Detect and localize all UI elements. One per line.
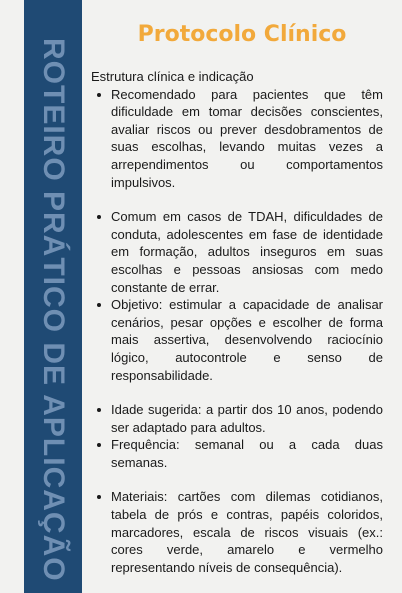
content-body bbox=[91, 68, 383, 576]
sidebar-band bbox=[24, 0, 82, 593]
page-title: Protocolo Clínico bbox=[137, 22, 347, 47]
list-spacer bbox=[111, 471, 383, 488]
list-item-age: Idade sugerida: a partir dos 10 anos, podendo ser adaptado para adultos. bbox=[111, 402, 383, 435]
section-intro: Estrutura clínica e indicação bbox=[91, 69, 254, 84]
list-item-cases: Comum em casos de TDAH, dificuldades de conduta, adolescentes em fase de identidade em formação, adultos inseguros em suas escolhas e pessoas ansiosas com medo constante de errar. bbox=[111, 209, 383, 295]
list-item-recommendation: Recomendado para pacientes que têm dificuldade em tomar decisões conscientes, avaliar riscos ou prever desdobramentos de suas escolhas, levando muitas vezes a arrependimentos ou comportamentos impulsivos. bbox=[111, 86, 383, 190]
bullet-list bbox=[91, 86, 383, 577]
list-spacer bbox=[111, 191, 383, 208]
sidebar-vertical-title: ROTEIRO PRÁTICO DE APLICAÇÃO bbox=[37, 38, 70, 582]
list-item-frequency: Frequência: semanal ou a cada duas semanas. bbox=[111, 437, 383, 470]
list-item-objective: Objetivo: estimular a capacidade de analisar cenários, pesar opções e escolher de forma mais assertiva, desenvolvendo raciocínio lógico, autocontrole e senso de responsabilidade. bbox=[111, 297, 383, 383]
list-spacer bbox=[111, 384, 383, 401]
list-item-materials: Materiais: cartões com dilemas cotidianos, tabela de prós e contras, papéis coloridos, marcadores, escala de riscos visuais (ex.: cores verde, amarelo e vermelho representando níveis de consequência). bbox=[111, 489, 383, 575]
